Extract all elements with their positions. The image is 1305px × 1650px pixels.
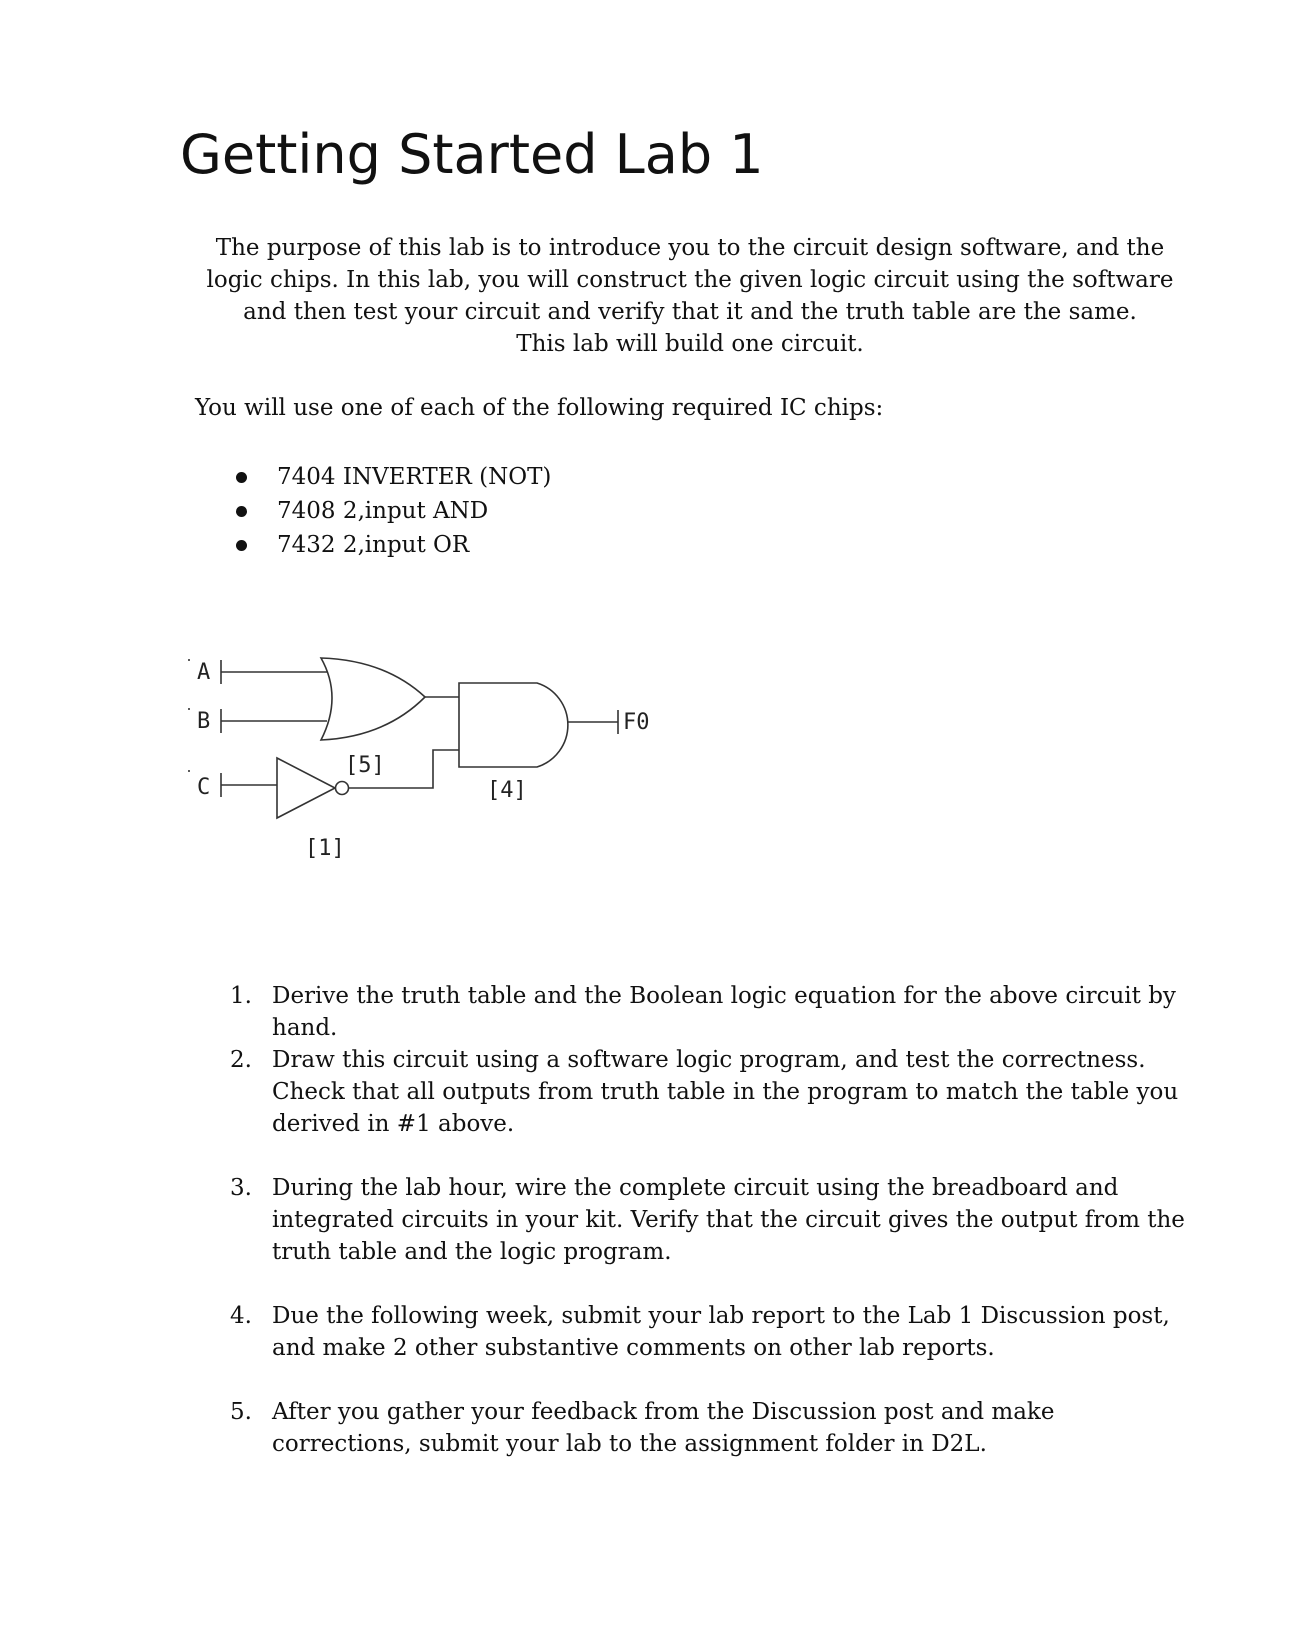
intro-paragraph: [205, 232, 1175, 360]
step-number: 4.: [230, 1303, 252, 1329]
instruction-steps: [230, 980, 1190, 1460]
step-item: [230, 1172, 1190, 1268]
chip-item: [230, 494, 551, 528]
step-text: After you gather your feedback from the Discussion post and make corrections, submit your lab to the assignment folder in D2L.: [272, 1399, 1055, 1457]
step-item: [230, 980, 1190, 1044]
chip-label: 7404 INVERTER (NOT): [277, 464, 552, 490]
input-b-label: B: [197, 709, 211, 734]
step-item: [230, 1300, 1190, 1364]
step-text: Draw this circuit using a software logic program, and test the correctness. Check that all outputs from truth table in the program to match the table you derived in #1 above.: [272, 1047, 1179, 1137]
circuit-diagram: [185, 650, 685, 890]
step-text: Due the following week, submit your lab report to the Lab 1 Discussion post, and make 2 other substantive comments on other lab reports.: [272, 1303, 1170, 1361]
step-number: 1.: [230, 983, 252, 1009]
input-a-label: A: [197, 660, 211, 685]
output-label: F0: [623, 710, 650, 735]
chip-item: [230, 460, 551, 494]
chip-label: 7432 2‚input OR: [277, 532, 470, 558]
chip-item: [230, 528, 551, 562]
not-bubble: [336, 782, 349, 795]
step-number: 3.: [230, 1175, 252, 1201]
step-text: Derive the truth table and the Boolean logic equation for the above circuit by hand.: [272, 983, 1176, 1041]
step-number: 2.: [230, 1047, 252, 1073]
chip-label: 7408 2‚input AND: [277, 498, 489, 524]
step-number: 5.: [230, 1399, 252, 1425]
and-gate: [459, 683, 568, 767]
not-gate: [277, 758, 335, 818]
intro-line: logic chips. In this lab, you will construct the given logic circuit using the software: [206, 267, 1174, 293]
step-item: [230, 1044, 1190, 1140]
intro-line: and then test your circuit and verify that it and the truth table are the same.: [243, 299, 1137, 325]
input-c-label: C: [197, 775, 211, 800]
bullet-icon: [236, 540, 247, 551]
and-gate-label: [4]: [487, 778, 527, 803]
step-text: During the lab hour, wire the complete circuit using the breadboard and integrated circuits in your kit. Verify that the circuit gives the output from the truth table and the logic program.: [272, 1175, 1185, 1265]
page-title: Getting Started Lab 1: [180, 123, 764, 186]
step-item: [230, 1396, 1190, 1460]
intro-line: The purpose of this lab is to introduce you to the circuit design software, and the: [215, 235, 1165, 261]
chip-list: [230, 460, 551, 562]
intro-line: This lab will build one circuit.: [516, 331, 864, 357]
bullet-icon: [236, 506, 247, 517]
or-gate: [321, 658, 425, 740]
chips-intro: You will use one of each of the following required IC chips:: [195, 395, 884, 421]
or-gate-label: [5]: [345, 753, 385, 778]
not-gate-label: [1]: [305, 836, 345, 861]
bullet-icon: [236, 472, 247, 483]
